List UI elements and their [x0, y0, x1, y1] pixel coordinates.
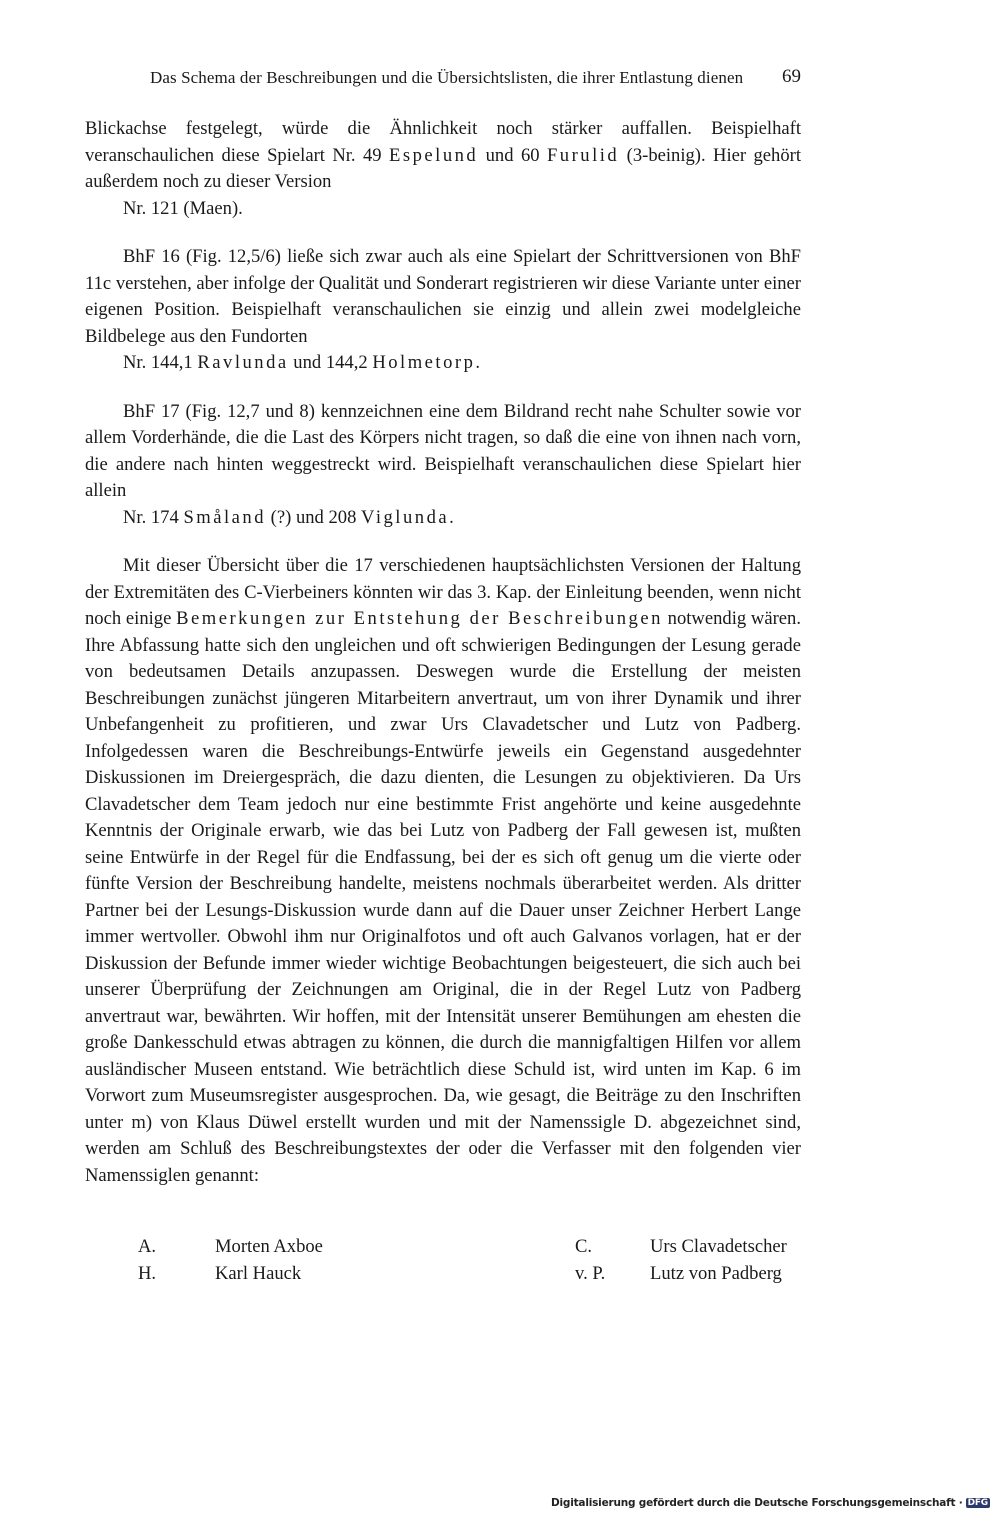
- site-name: Furulid: [546, 144, 620, 166]
- site-name: Holmetorp: [372, 352, 476, 373]
- running-title: Das Schema der Beschreibungen und die Übersichtslisten, die ihrer Entlastung dienen: [150, 68, 744, 87]
- text-run: Mit dieser Übersicht über die 17 verschiedenen hauptsächlichsten Versionen der Haltung der Extremitäten des C-Vierbeiners könnten wir das 3. Kap. der Einleitung beenden, wenn nicht noch einige: [85, 555, 801, 629]
- author-name: Urs Clavadetscher: [650, 1236, 787, 1257]
- site-name: Ravlunda: [197, 352, 289, 373]
- paragraph-2: [85, 244, 801, 350]
- text-run: notwendig wären. Ihre Abfassung hatte sich den ungleichen und oft schwierigen Bedingungen der Lesung gerade von bedeutsamen Details anzupassen. Deswegen wurde die Erstellung der meisten Beschreibungen zunächst jüngeren Mitarbeitern anvertraut, um von ihrer Dynamik und ihrer Unbefangenheit zu profitieren, und zwar Urs Clavadetscher und Lutz von Padberg. Infolgedessen waren die Beschreibungs-Entwürfe jeweils ein Gegenstand ausgedehnter Diskussionen im Dreiergespräch, die dazu dienten, die Lesungen zu objektivieren. Da Urs Clavadetscher dem Team jedoch nur eine bestimmte Frist angehörte und keine ausgedehnte Kenntnis der Originale erwarb, wie das bei Lutz von Padberg der Fall gewesen ist, mußten seine Entwürfe in der Regel für die Endfassung, bei der es sich oft genug um die vierte oder fünfte Version der Beschreibung handelte, meistens nochmals überarbeitet werden. Als dritter Partner bei der Lesungs-Diskussion wurde dann auf die Dauer unser Zeichner Herbert Lange immer wertvoller. Obwohl ihm nur Originalfotos und oft auch Galvanos vorlagen, hat er der Diskussion der Befunde immer wieder wichtige Beobachtungen beigesteuert, die sich auch bei unserer Überprüfung der Zeichnungen am Original, die in der Regel Lutz von Padberg anvertraut war, bewährten. Wir hoffen, mit der Intensität unserer Bemühungen am ehesten die große Dankesschuld etwas abtragen zu können, die durch die mannigfaltigen Hilfen vor allem ausländischer Museen entstand. Wie beträchtlich diese Schuld ist, wird unten im Kap. 6 im Vorwort zum Museumsregister ausgesprochen. Da, wie gesagt, die Beiträge zu den Inschriften unter m) von Klaus Düwel erstellt wurden und mit der Namenssigle D. abgezeichnet sind, werden am Schluß des Beschreibungstextes der oder die Verfasser mit den folgenden vier Namenssiglen genannt:: [85, 608, 802, 1186]
- footer-text: Digitalisierung gefördert durch die Deutsche Forschungsgemeinschaft ·: [550, 1497, 963, 1509]
- author-name: Lutz von Padberg: [650, 1262, 782, 1284]
- sigle: H.: [138, 1262, 157, 1284]
- page-header: [150, 64, 810, 92]
- reference-line: [85, 505, 801, 532]
- page-number: 69: [782, 66, 801, 87]
- text-run: Blickachse festgelegt, würde die Ähnlichkeit noch stärker auffallen. Beispielhaft veranschaulichen diese Spielart Nr. 49: [85, 118, 801, 166]
- spaced-emphasis: Bemerkungen zur Entstehung der Beschreibungen: [176, 608, 663, 629]
- sigla-row: [85, 1234, 815, 1261]
- text-run: BhF 16 (Fig. 12,5/6) ließe sich zwar auch als eine Spielart der Schrittversionen von BhF 11c verstehen, aber infolge der Qualität und Sonderart registrieren wir diese Variante unter einer eigenen Position. Beispielhaft veranschaulichen sie einzig und allein zwei modelgleiche Bildbelege aus den Fundorten: [85, 246, 801, 347]
- text-run: (3-beinig). Hier gehört außerdem noch zu dieser Version: [85, 144, 801, 192]
- dfg-logo: DFG: [967, 1498, 988, 1508]
- text-run: .: [449, 506, 454, 528]
- text-run: .: [475, 352, 481, 373]
- reference-line: Nr. 121 (Maen).: [123, 197, 243, 219]
- sigle: A.: [138, 1236, 157, 1257]
- text-run: (?) und 208: [266, 506, 362, 528]
- author-name: Morten Axboe: [215, 1236, 323, 1257]
- site-name: Espelund: [389, 144, 479, 166]
- body-text: [85, 116, 801, 1189]
- site-name: Viglunda: [361, 506, 450, 528]
- text-run: und 60: [478, 144, 547, 166]
- author-name: Karl Hauck: [215, 1262, 302, 1284]
- text-run: Nr. 174: [123, 506, 184, 528]
- digitization-footer: [551, 1497, 990, 1509]
- sigle: v. P.: [575, 1262, 606, 1284]
- text-run: und 144,2: [288, 352, 373, 373]
- site-name: Småland: [183, 506, 267, 528]
- paragraph-1: [85, 116, 801, 222]
- text-run: Nr. 144,1: [123, 352, 198, 373]
- author-sigla-list: [85, 1234, 815, 1287]
- sigla-row: [85, 1261, 815, 1288]
- paragraph-4: [85, 553, 801, 1189]
- paragraph-3: [85, 399, 801, 505]
- sigle: C.: [575, 1236, 593, 1257]
- reference-line: [85, 350, 801, 377]
- text-run: BhF 17 (Fig. 12,7 und 8) kennzeichnen eine dem Bildrand recht nahe Schulter sowie vor allem Vorderhände, die die Last des Körpers nicht tragen, so daß die eine von ihnen nach vorn, die andere nach hinten weggestreckt wird. Beispielhaft veranschaulichen diese Spielart hier allein: [85, 400, 801, 501]
